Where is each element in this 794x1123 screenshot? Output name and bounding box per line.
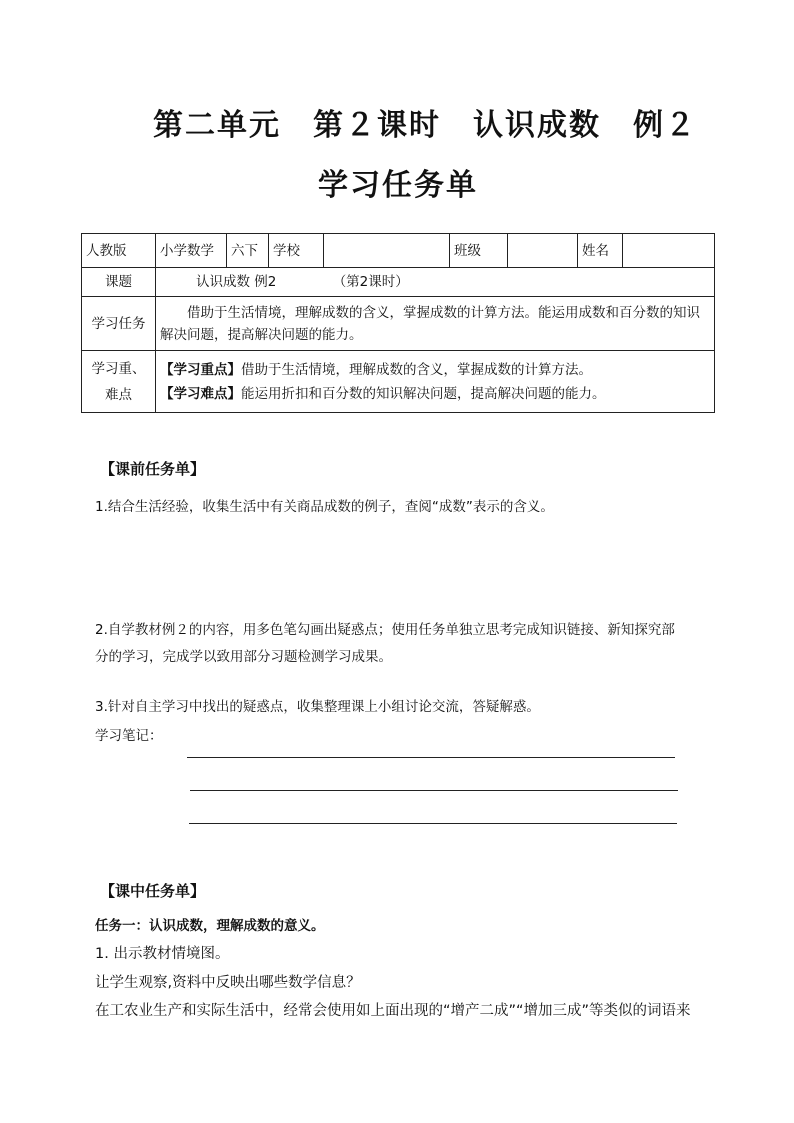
task1-paragraph-2: 在工农业生产和实际生活中，经常会使用如上面出现的“增产二成”“增加三成”等类似的词语来 xyxy=(95,1003,691,1019)
publisher-cell: 人教版 xyxy=(82,234,156,268)
task-label: 学习任务 xyxy=(82,297,156,351)
topic-period: （第2课时） xyxy=(332,274,409,290)
school-field[interactable] xyxy=(324,234,450,268)
difficulty-tag: 【学习难点】 xyxy=(160,385,241,402)
key-points-label-line1: 学习重、 xyxy=(91,360,146,377)
topic-cell xyxy=(156,268,715,297)
task1-step1: 1. 出示教材情境图。 xyxy=(95,946,230,962)
class-label: 班级 xyxy=(450,234,508,268)
pre-class-item-3: 3.针对自主学习中找出的疑惑点，收集整理课上小组讨论交流，答疑解惑。 xyxy=(95,699,540,715)
subject-cell: 小学数学 xyxy=(156,234,227,268)
topic-label: 课题 xyxy=(82,268,156,297)
task1-title: 任务一：认识成数，理解成数的意义。 xyxy=(95,918,325,934)
name-label: 姓名 xyxy=(578,234,623,268)
pre-class-heading: 【课前任务单】 xyxy=(100,460,206,478)
topic-value: 认识成数 例2 xyxy=(196,274,277,290)
name-field[interactable] xyxy=(623,234,715,268)
info-table xyxy=(81,233,715,413)
key-point-tag: 【学习重点】 xyxy=(160,361,241,378)
grade-cell: 六下 xyxy=(227,234,269,268)
difficulty-text: 能运用折扣和百分数的知识解决问题，提高解决问题的能力。 xyxy=(241,385,606,402)
page-subtitle: 学习任务单 xyxy=(318,168,478,203)
key-point-row xyxy=(160,358,710,382)
task1-paragraph-1: 让学生观察,资料中反映出哪些数学信息？ xyxy=(95,975,361,991)
key-points-cell xyxy=(156,351,715,413)
notes-line-3[interactable] xyxy=(189,823,677,824)
task-text-line1: 借助于生活情境，理解成数的含义，掌握成数的计算方法。能运用成数和百分数的知识 xyxy=(187,304,700,321)
task-text-line2: 解决问题，提高解决问题的能力。 xyxy=(160,326,363,343)
school-label: 学校 xyxy=(269,234,324,268)
key-point-text: 借助于生活情境，理解成数的含义，掌握成数的计算方法。 xyxy=(241,361,592,378)
pre-class-item-1: 1.结合生活经验，收集生活中有关商品成数的例子，查阅“成数”表示的含义。 xyxy=(95,499,554,515)
notes-line-2[interactable] xyxy=(190,790,678,791)
page-title: 第二单元 第２课时 认识成数 例２ xyxy=(153,108,697,143)
key-points-label xyxy=(82,351,156,413)
notes-label: 学习笔记： xyxy=(95,728,163,744)
key-points-label-line2: 难点 xyxy=(105,386,132,403)
class-field[interactable] xyxy=(508,234,578,268)
difficulty-row xyxy=(160,382,710,406)
in-class-heading: 【课中任务单】 xyxy=(100,882,206,900)
task-cell xyxy=(156,297,715,351)
notes-line-1[interactable] xyxy=(187,757,675,758)
pre-class-item-2-line2: 分的学习，完成学以致用部分习题检测学习成果。 xyxy=(95,649,392,665)
pre-class-item-2-line1: 2.自学教材例２的内容，用多色笔勾画出疑惑点；使用任务单独立思考完成知识链接、新知探究部 xyxy=(95,622,675,638)
